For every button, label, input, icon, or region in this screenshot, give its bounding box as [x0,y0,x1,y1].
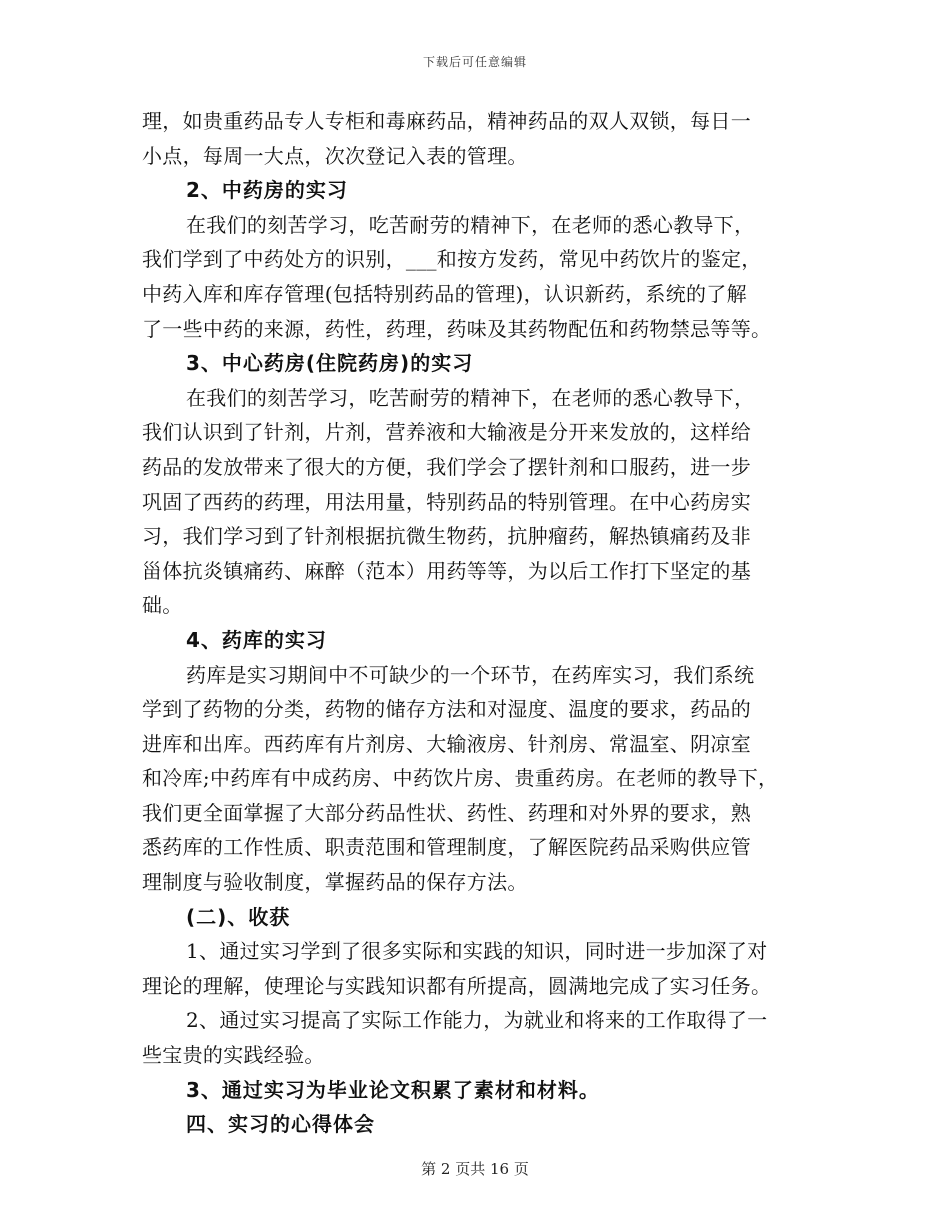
paragraph-line: 了一些中药的来源，药性，药理，药味及其药物配伍和药物禁忌等等。 [142,316,772,341]
page-header: 下载后可任意编辑 [422,55,527,69]
paragraph-line: 悉药库的工作性质、职责范围和管理制度，了解医院药品采购供应管 [142,835,751,860]
paragraph-line: 础。 [142,593,183,618]
paragraph-line: 我们认识到了针剂，片剂，营养液和大输液是分开来发放的，这样给 [142,420,751,445]
section-heading: 4、药库的实习 [186,627,327,652]
paragraph-line: 在我们的刻苦学习，吃苦耐劳的精神下，在老师的悉心教导下， [186,385,755,410]
paragraph-line: 药库是实习期间中不可缺少的一个环节，在药库实习，我们系统 [186,662,755,687]
paragraph-line: 些宝贵的实践经验。 [142,1043,325,1068]
paragraph-line: 习，我们学习到了针剂根据抗微生物药，抗肿瘤药，解热镇痛药及非 [142,524,751,549]
paragraph-line: 理论的理解，使理论与实践知识都有所提高，圆满地完成了实习任务。 [142,973,772,998]
paragraph-line: 小点，每周一大点，次次登记入表的管理。 [142,143,528,168]
paragraph-line: 进库和出库。西药库有片剂房、大输液房、针剂房、常温室、阴凉室 [142,731,751,756]
section-heading: 3、中心药房(住院药房)的实习 [186,351,474,376]
paragraph-line: 2、通过实习提高了实际工作能力，为就业和将来的工作取得了一 [186,1008,768,1033]
section-heading: 四、实习的心得体会 [186,1112,375,1137]
paragraph-line: 理制度与验收制度，掌握药品的保存方法。 [142,870,528,895]
section-heading: 3、通过实习为毕业论文积累了素材和材料。 [186,1077,600,1102]
section-heading: (二)、收获 [186,904,291,929]
paragraph-line: 中药入库和库存管理(包括特别药品的管理)，认识新药，系统的了解 [142,281,747,306]
paragraph-line: 甾体抗炎镇痛药、麻醉（范本）用药等等，为以后工作打下坚定的基 [142,558,751,583]
paragraph-line: 在我们的刻苦学习，吃苦耐劳的精神下，在老师的悉心教导下， [186,212,755,237]
page-number: 第 2 页共 16 页 [421,1160,529,1178]
paragraph-line: 我们更全面掌握了大部分药品性状、药性、药理和对外界的要求，熟 [142,800,751,825]
section-heading: 2、中药房的实习 [186,178,348,203]
paragraph-line: 和冷库;中药库有中成药房、中药饮片房、贵重药房。在老师的教导下， [142,766,779,791]
paragraph-line: 我们学到了中药处方的识别，___和按方发药，常见中药饮片的鉴定， [142,247,762,272]
paragraph-line: 1、通过实习学到了很多实际和实践的知识，同时进一步加深了对 [186,939,768,964]
paragraph-line: 理，如贵重药品专人专柜和毒麻药品，精神药品的双人双锁，每日一 [142,109,751,133]
paragraph-line: 药品的发放带来了很大的方便，我们学会了摆针剂和口服药，进一步 [142,454,751,479]
paragraph-line: 学到了药物的分类，药物的储存方法和对湿度、温度的要求，药品的 [142,697,751,722]
paragraph-line: 巩固了西药的药理，用法用量，特别药品的特别管理。在中心药房实 [142,489,751,514]
document-body [142,104,812,1142]
